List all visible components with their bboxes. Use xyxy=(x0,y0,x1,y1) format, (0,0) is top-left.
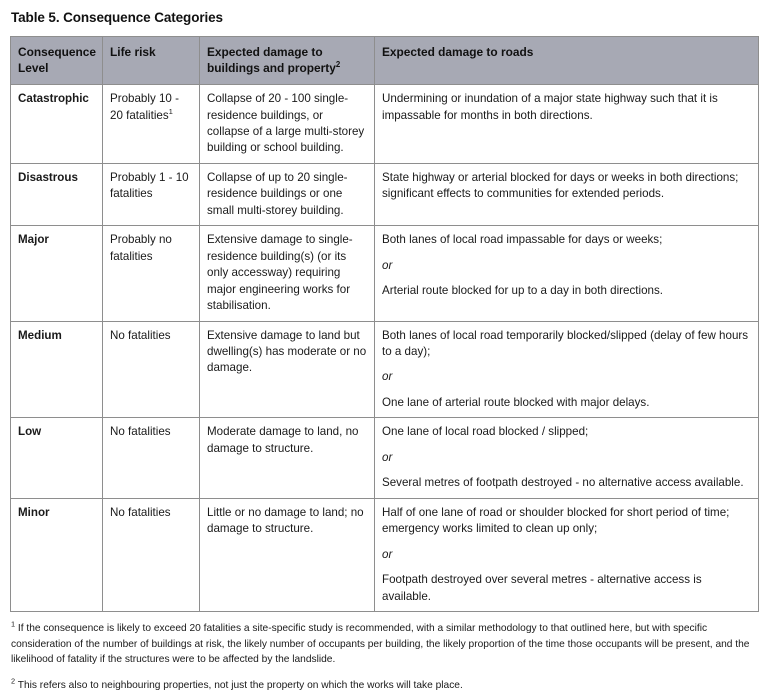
cell-consequence-level xyxy=(11,163,103,225)
column-header-roads-label: Expected damage to roads xyxy=(382,45,534,59)
buildings-damage-text: Extensive damage to land but dwelling(s) has moderate or no damage. xyxy=(207,328,367,375)
cell-buildings-property xyxy=(200,85,375,164)
table-caption: Table 5. Consequence Categories xyxy=(11,10,223,25)
life-risk-text: Probably 10 - 20 fatalities xyxy=(110,92,179,122)
column-header-buildings-property xyxy=(200,37,375,85)
roads-damage-text: One lane of arterial route blocked with major delays. xyxy=(382,395,650,409)
roads-damage-text: Arterial route blocked for up to a day in both directions. xyxy=(382,284,663,298)
column-header-life-risk-label: Life risk xyxy=(110,45,156,59)
cell-consequence-level xyxy=(11,321,103,418)
roads-damage-text: Half of one lane of road or shoulder blocked for short period of time; emergency works limited to clean up only; xyxy=(382,505,730,536)
cell-roads xyxy=(375,226,759,321)
cell-life-risk xyxy=(103,85,200,164)
buildings-damage-text: Moderate damage to land, no damage to structure. xyxy=(207,425,359,455)
cell-buildings-property xyxy=(200,226,375,321)
cell-roads xyxy=(375,163,759,225)
cell-roads xyxy=(375,418,759,498)
buildings-damage-text: Little or no damage to land; no damage to structure. xyxy=(207,505,364,536)
cell-roads xyxy=(375,498,759,611)
table-row xyxy=(11,498,759,611)
life-risk-text: Probably no fatalities xyxy=(110,233,172,263)
cell-life-risk xyxy=(103,498,200,611)
cell-consequence-level xyxy=(11,418,103,498)
consequence-level-label: Low xyxy=(18,425,42,439)
cell-buildings-property xyxy=(200,498,375,611)
footnote-marker-2: 2 xyxy=(335,60,341,70)
footnote-number: 1 xyxy=(11,619,16,629)
cell-life-risk xyxy=(103,226,200,321)
footnote xyxy=(11,678,763,694)
cell-life-risk xyxy=(103,418,200,498)
roads-damage-text: Undermining or inundation of a major state highway such that it is impassable for months in both directions. xyxy=(382,92,718,122)
cell-consequence-level xyxy=(11,226,103,321)
buildings-damage-text: Extensive damage to single-residence building(s) (or its only accessway) requiring major engineering works for stabilisation. xyxy=(207,233,353,313)
cell-buildings-property xyxy=(200,418,375,498)
cell-life-risk xyxy=(103,163,200,225)
footnote-marker-1: 1 xyxy=(168,106,173,116)
roads-damage-text: One lane of local road blocked / slipped; xyxy=(382,425,589,439)
table-row xyxy=(11,321,759,418)
roads-damage-text: State highway or arterial blocked for days or weeks in both directions; significant effects to communities for extended periods. xyxy=(382,170,739,201)
roads-damage-text: Several metres of footpath destroyed - no alternative access available. xyxy=(382,476,744,490)
consequence-level-label: Disastrous xyxy=(18,170,78,184)
cell-buildings-property xyxy=(200,321,375,418)
roads-damage-text: Both lanes of local road temporarily blocked/slipped (delay of few hours to a day); xyxy=(382,328,749,359)
life-risk-text: No fatalities xyxy=(110,505,171,519)
buildings-damage-text: Collapse of up to 20 single-residence buildings or one small multi-storey building. xyxy=(207,170,348,217)
column-header-consequence-level xyxy=(11,37,103,85)
cell-roads xyxy=(375,321,759,418)
life-risk-text: No fatalities xyxy=(110,425,171,439)
table-row xyxy=(11,418,759,498)
table-header-row xyxy=(11,37,759,85)
roads-or-separator: or xyxy=(382,547,393,561)
cell-consequence-level xyxy=(11,85,103,164)
column-header-roads xyxy=(375,37,759,85)
consequence-level-label: Medium xyxy=(18,328,62,342)
table-body xyxy=(11,85,759,612)
consequence-level-label: Minor xyxy=(18,505,50,519)
cell-buildings-property xyxy=(200,163,375,225)
footnote-number: 2 xyxy=(11,676,16,686)
roads-or-separator: or xyxy=(382,450,393,464)
roads-damage-text: Footpath destroyed over several metres - alternative access is available. xyxy=(382,573,702,603)
cell-roads xyxy=(375,85,759,164)
buildings-damage-text: Collapse of 20 - 100 single-residence buildings, or collapse of a large multi-storey building or school building. xyxy=(207,92,365,155)
column-header-life-risk xyxy=(103,37,200,85)
column-header-consequence-level-label: Consequence Level xyxy=(18,45,96,76)
table-row xyxy=(11,163,759,225)
footnote-text: This refers also to neighbouring properties, not just the property on which the works will take place. xyxy=(15,679,463,691)
consequence-level-label: Catastrophic xyxy=(18,92,89,106)
consequence-categories-table xyxy=(10,36,759,612)
roads-or-separator: or xyxy=(382,258,393,272)
life-risk-text: No fatalities xyxy=(110,328,171,342)
roads-damage-text: Both lanes of local road impassable for days or weeks; xyxy=(382,233,663,247)
table-row xyxy=(11,85,759,164)
life-risk-text: Probably 1 - 10 fatalities xyxy=(110,170,189,201)
footnote xyxy=(11,621,763,668)
roads-or-separator: or xyxy=(382,370,393,384)
footnotes xyxy=(11,621,763,693)
table-row xyxy=(11,226,759,321)
consequence-level-label: Major xyxy=(18,233,49,247)
table-header xyxy=(11,37,759,85)
column-header-buildings-property-label: Expected damage to buildings and property xyxy=(207,45,336,76)
footnote-text: If the consequence is likely to exceed 20 fatalities a site-specific study is recommended, with a similar methodology to that outlined here, but with specific consideration of the number of buildings at risk, the likely number of occupants per building, the likely proportion of the time those occupants will be present, and the likelihood of fatality if the structures were to be affected by the landslide. xyxy=(11,623,750,665)
cell-consequence-level xyxy=(11,498,103,611)
cell-life-risk xyxy=(103,321,200,418)
